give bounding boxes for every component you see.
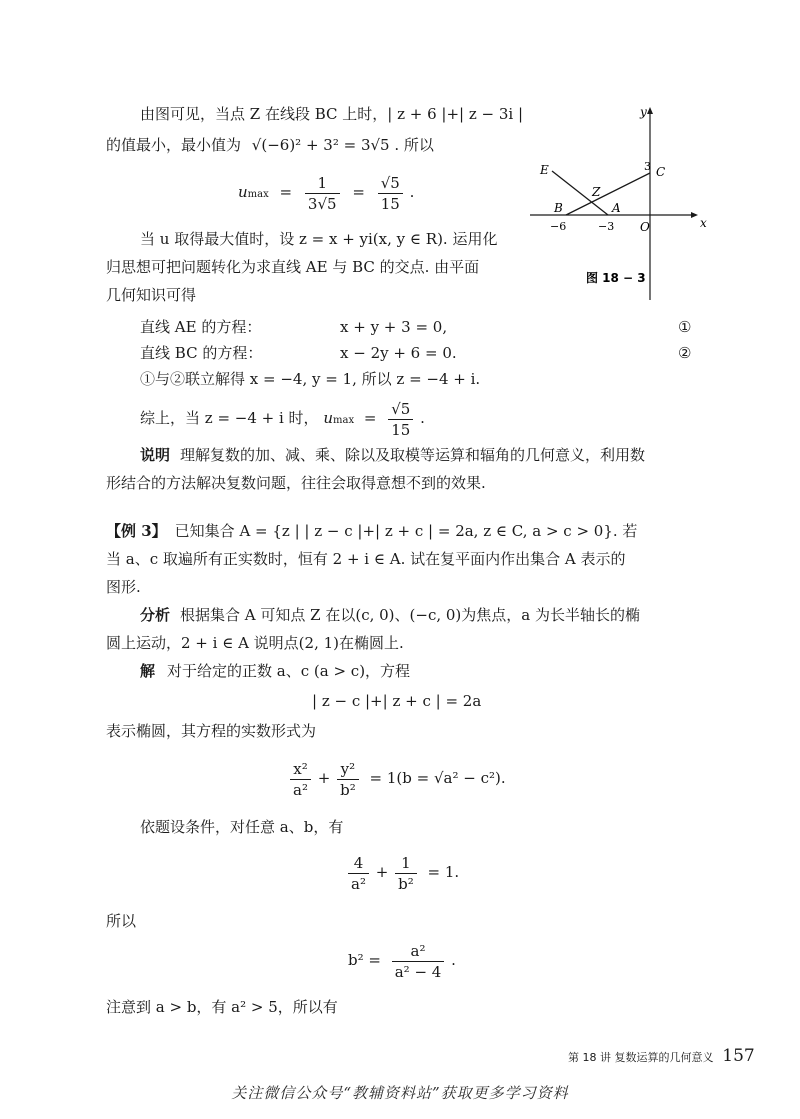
page-number: 157	[722, 1046, 755, 1066]
bc-number: ②	[678, 344, 692, 362]
eq3-equation	[348, 938, 456, 982]
para1-line1: 由图可见，当点 Z 在线段 BC 上时，| z + 6 |+| z − 3i |	[140, 105, 524, 123]
ellipse-plus: +	[317, 769, 331, 787]
para2-line1: 当 u 取得最大值时，设 z = x + yi(x, y ∈ R). 运用化	[140, 230, 498, 248]
origin-label: O	[640, 220, 650, 234]
example3-label: 【例 3】	[106, 522, 167, 540]
umax-frac2	[378, 174, 403, 213]
analysis-line1	[140, 604, 640, 626]
umax-equation	[238, 172, 414, 215]
ellipse-frac2	[337, 760, 359, 799]
ae-number: ①	[678, 318, 692, 336]
ae-equation: x + y + 3 = 0,	[340, 318, 448, 336]
summary-frac-num: √5	[391, 399, 411, 418]
umax-end: .	[409, 183, 415, 201]
solution-eq1: | z − c |+| z + c | = 2a	[312, 692, 482, 710]
note-line1	[140, 444, 645, 466]
eq2-frac1-num: 4	[353, 853, 364, 872]
para2-line2: 归思想可把问题转化为求直线 AE 与 BC 的交点. 由平面	[106, 258, 480, 276]
segment-bc	[566, 173, 650, 215]
watermark-text: 关注微信公众号“教辅资料站”获取更多学习资料	[231, 1084, 569, 1102]
bc-equation: x − 2y + 6 = 0.	[340, 344, 457, 362]
para1-line2-text: 的值最小，最小值为	[106, 136, 242, 154]
point-a-label: A	[612, 201, 621, 215]
example3-line1	[106, 520, 637, 542]
summary-line	[140, 398, 425, 441]
solution-line3: 依题设条件，对任意 a、b，有	[140, 818, 344, 836]
para1-line2-end: . 所以	[394, 136, 434, 154]
solution-line1	[140, 660, 410, 682]
example3-line3: 图形.	[106, 578, 141, 596]
para1-line2-sqrt: √(−6)² + 3² = 3√5	[251, 136, 390, 154]
eq3-lhs: b² =	[348, 951, 381, 969]
tick-3-label: 3	[644, 160, 651, 173]
example3-line2: 当 a、c 取遍所有正实数时，恒有 2 + i ∈ A. 试在复平面内作出集合 A 表示的	[106, 550, 626, 568]
summary-sub: max	[333, 415, 355, 426]
x-axis-arrow	[691, 212, 698, 218]
eq2-frac2-den: b²	[395, 873, 417, 893]
umax-lhs: u	[238, 183, 248, 201]
umax-eq1: =	[279, 183, 293, 201]
eq2-tail: = 1.	[427, 863, 460, 881]
summary-eq: =	[363, 409, 377, 427]
eq3-frac-den: a² − 4	[392, 961, 445, 981]
eq2-equation	[346, 850, 459, 894]
note-line2: 形结合的方法解决复数问题，往往会取得意想不到的效果.	[106, 474, 486, 492]
eq2-frac1-den: a²	[348, 873, 369, 893]
eq2-plus: +	[375, 863, 389, 881]
summary-frac	[388, 400, 413, 439]
eq2-frac1	[348, 854, 369, 893]
figure-caption: 图 18 − 3	[586, 271, 646, 285]
umax-frac1-num: 1	[317, 173, 327, 192]
point-b-label: B	[554, 201, 563, 215]
solution-line2: 表示椭圆，其方程的实数形式为	[106, 722, 317, 740]
umax-frac1-den: 3√5	[305, 193, 340, 213]
summary-lhs: u	[323, 409, 334, 427]
y-axis-arrow	[647, 107, 653, 114]
ellipse-frac2-num: y²	[340, 759, 356, 778]
tick-neg6-label: −6	[550, 220, 567, 233]
figure-18-3	[530, 100, 710, 304]
x-axis-label: x	[700, 216, 707, 230]
point-e-label: E	[540, 163, 549, 177]
point-z-label: Z	[592, 185, 601, 199]
summary-end: .	[420, 409, 425, 427]
analysis-line2: 圆上运动，2 + i ∈ A 说明点(2, 1)在椭圆上.	[106, 634, 404, 652]
umax-frac2-den: 15	[378, 193, 403, 213]
umax-eq2: =	[352, 183, 365, 201]
solve-line: ①与②联立解得 x = −4, y = 1, 所以 z = −4 + i.	[140, 370, 481, 388]
note-label: 说明	[140, 446, 171, 464]
point-c-label: C	[656, 165, 666, 179]
solution-label: 解	[140, 662, 156, 680]
y-axis-label: y	[640, 105, 647, 119]
umax-frac1	[305, 174, 340, 213]
page-footer	[568, 1046, 755, 1066]
ellipse-frac1-num: x²	[293, 759, 308, 778]
ellipse-frac1	[290, 760, 311, 799]
ellipse-equation	[288, 756, 506, 800]
chapter-title: 第 18 讲 复数运算的几何意义	[568, 1051, 714, 1064]
summary-text: 综上，当 z = −4 + i 时，	[140, 409, 319, 427]
eq3-frac-num: a²	[410, 941, 426, 960]
eq3-frac	[392, 942, 445, 981]
umax-sub: max	[247, 189, 269, 200]
summary-frac-den: 15	[388, 419, 413, 439]
eq2-frac2-num: 1	[401, 853, 411, 872]
note-text1: 理解复数的加、减、乘、除以及取模等运算和辐角的几何意义，利用数	[180, 446, 646, 464]
solution-line5: 注意到 a > b，有 a² > 5，所以有	[106, 998, 338, 1016]
analysis-label: 分析	[140, 606, 171, 624]
para1-line2	[106, 134, 434, 156]
ae-label: 直线 AE 的方程：	[140, 318, 262, 336]
solution-line4: 所以	[106, 912, 137, 930]
tick-neg3-label: −3	[598, 220, 615, 233]
example3-text1: 已知集合 A = {z | | z − c |+| z + c | = 2a, z ∈ C, a > c > 0}. 若	[174, 522, 638, 540]
analysis-text1: 根据集合 A 可知点 Z 在以(c, 0)、(−c, 0)为焦点，a 为长半轴长的椭	[180, 606, 640, 624]
ellipse-frac1-den: a²	[290, 779, 311, 799]
ellipse-frac2-den: b²	[337, 779, 359, 799]
umax-frac2-num: √5	[380, 173, 400, 192]
solution-text1: 对于给定的正数 a、c (a > c)，方程	[167, 662, 411, 680]
figure-svg	[530, 100, 710, 300]
eq3-end: .	[451, 951, 456, 969]
para2-line3: 几何知识可得	[106, 286, 197, 304]
eq2-frac2	[395, 854, 417, 893]
bc-label: 直线 BC 的方程：	[140, 344, 263, 362]
ellipse-tail: = 1(b = √a² − c²).	[369, 769, 506, 787]
